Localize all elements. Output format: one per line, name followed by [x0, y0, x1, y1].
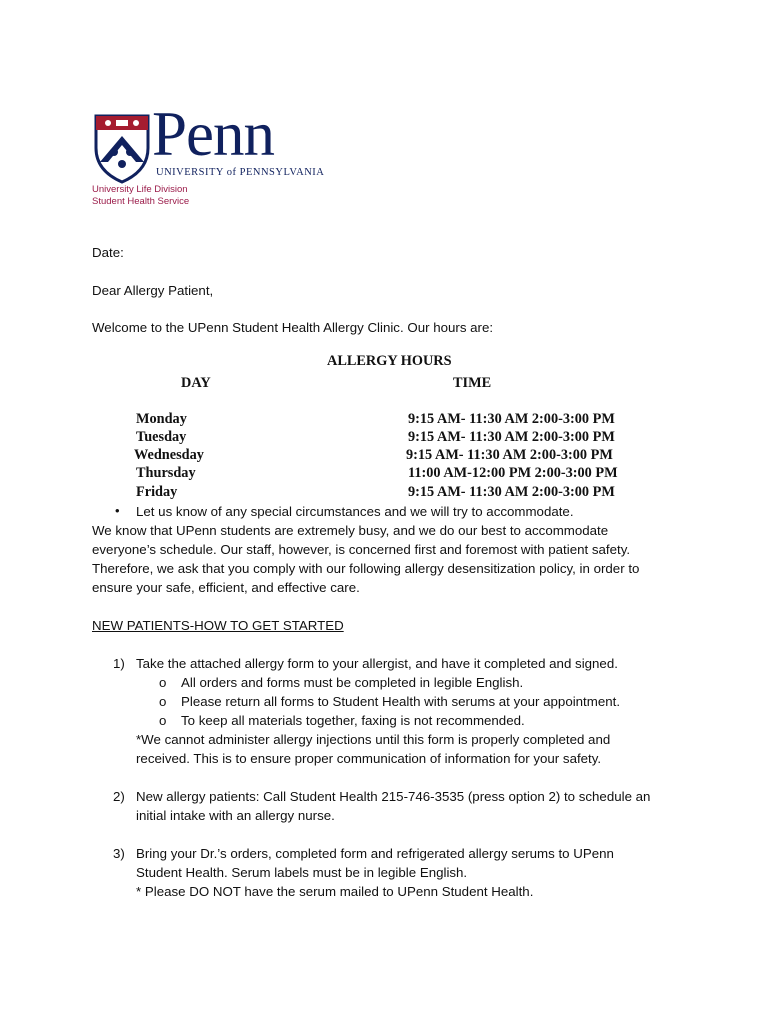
hours-day: Monday [136, 411, 187, 427]
penn-shield-logo [92, 112, 152, 184]
new-patients-heading: NEW PATIENTS-HOW TO GET STARTED [92, 618, 344, 633]
salutation: Dear Allergy Patient, [92, 283, 214, 298]
hours-col-day: DAY [181, 375, 211, 391]
hours-day: Tuesday [136, 429, 187, 445]
step-text: * Please DO NOT have the serum mailed to UPenn Student Health. [136, 884, 534, 899]
hours-note: Let us know of any special circumstances and we will try to accommodate. [136, 504, 574, 519]
hours-col-time: TIME [453, 375, 492, 391]
logo-wordmark: Penn [152, 99, 274, 169]
sub-item: To keep all materials together, faxing is not recommended. [181, 713, 525, 728]
hours-day: Thursday [136, 465, 196, 481]
step-number: 2) [113, 789, 125, 804]
hours-title: ALLERGY HOURS [327, 353, 452, 369]
step-note: *We cannot administer allergy injections until this form is properly completed and [136, 732, 611, 747]
date-label: Date: [92, 245, 124, 260]
circle-bullet-icon: o [159, 675, 167, 690]
step-text: Take the attached allergy form to your allergist, and have it completed and signed. [136, 656, 618, 671]
hours-day: Friday [136, 484, 178, 500]
division-name: University Life Division [92, 184, 188, 195]
sub-item: Please return all forms to Student Health with serums at your appointment. [181, 694, 621, 709]
step-text: initial intake with an allergy nurse. [136, 808, 335, 823]
step-text: Bring your Dr.’s orders, completed form and refrigerated allergy serums to UPenn [136, 846, 614, 861]
step-number: 3) [113, 846, 125, 861]
circle-bullet-icon: o [159, 713, 167, 728]
hours-time: 9:15 AM- 11:30 AM 2:00-3:00 PM [408, 411, 615, 427]
step-text: Student Health. Serum labels must be in legible English. [136, 865, 468, 880]
step-number: 1) [113, 656, 125, 671]
bullet-icon: • [115, 503, 120, 518]
policy-line: everyone’s schedule. Our staff, however, is concerned first and foremost with patient safety. [92, 542, 631, 557]
university-name: UNIVERSITY of PENNSYLVANIA [156, 167, 325, 178]
circle-bullet-icon: o [159, 694, 167, 709]
hours-time: 11:00 AM-12:00 PM 2:00-3:00 PM [408, 465, 618, 481]
welcome-text: Welcome to the UPenn Student Health Allergy Clinic. Our hours are: [92, 320, 494, 335]
policy-line: We know that UPenn students are extremely busy, and we do our best to accommodate [92, 523, 609, 538]
policy-line: ensure your safe, efficient, and effective care. [92, 580, 360, 595]
hours-day: Wednesday [134, 447, 204, 463]
policy-line: Therefore, we ask that you comply with our following allergy desensitization policy, in order to [92, 561, 640, 576]
sub-item: All orders and forms must be completed in legible English. [181, 675, 524, 690]
step-text: New allergy patients: Call Student Health 215-746-3535 (press option 2) to schedule an [136, 789, 651, 804]
step-note: received. This is to ensure proper communication of information for your safety. [136, 751, 602, 766]
hours-time: 9:15 AM- 11:30 AM 2:00-3:00 PM [408, 429, 615, 445]
hours-time: 9:15 AM- 11:30 AM 2:00-3:00 PM [408, 484, 615, 500]
service-name: Student Health Service [92, 196, 190, 207]
hours-time: 9:15 AM- 11:30 AM 2:00-3:00 PM [406, 447, 613, 463]
